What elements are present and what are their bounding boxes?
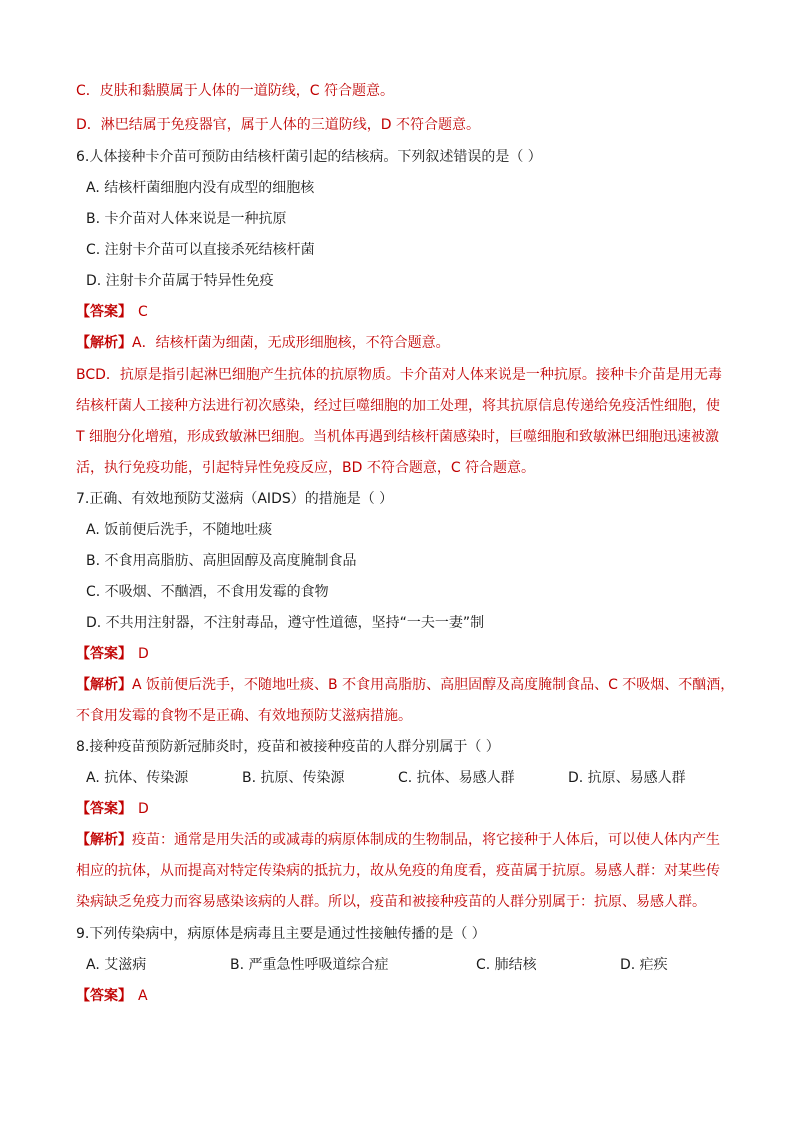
q8-options-row <box>86 769 726 787</box>
q7-analysis-line-1 <box>76 676 736 694</box>
q9-option-a: A. 艾滋病 <box>86 957 147 973</box>
q6-analysis-line-5: 活，执行免疫功能，引起特异性免疫反应，BD 不符合题意，C 符合题意。 <box>76 460 536 476</box>
q8-answer <box>76 800 736 818</box>
q9-option-c: C. 肺结核 <box>476 957 537 973</box>
answer-value: D <box>138 801 149 817</box>
q7-option-d: D. 不共用注射器，不注射毒品，遵守性道德，坚持“一夫一妻”制 <box>86 615 485 631</box>
q6-option-c: C. 注射卡介苗可以直接杀死结核杆菌 <box>86 242 315 258</box>
answer-value: A <box>138 988 148 1004</box>
analysis-tag: 【解析】 <box>76 832 132 848</box>
q6-option-a: A. 结核杆菌细胞内没有成型的细胞核 <box>86 180 315 196</box>
q7-answer <box>76 645 736 663</box>
answer-value: C <box>138 304 148 320</box>
q8-analysis-line-1 <box>76 831 736 849</box>
q6-option-d: D. 注射卡介苗属于特异性免疫 <box>86 273 274 289</box>
q6-option-b: B. 卡介苗对人体来说是一种抗原 <box>86 211 287 227</box>
q6-analysis-line-1 <box>76 334 736 352</box>
q8-option-b: B. 抗原、传染源 <box>242 770 345 786</box>
answer-tag: 【答案】 <box>76 988 132 1004</box>
q6-answer <box>76 303 736 321</box>
q9-option-d: D. 疟疾 <box>620 957 668 973</box>
q8-analysis-line-2: 相应的抗体，从而提高对特定传染病的抵抗力，故从免疫的角度看，疫苗属于抗原。易感人群：对某些传 <box>76 863 720 879</box>
analysis-text: A 饭前便后洗手，不随地吐痰、B 不食用高脂肪、高胆固醇及高度腌制食品、C 不吸烟、不酗酒， <box>132 677 735 693</box>
q8-option-a: A. 抗体、传染源 <box>86 770 189 786</box>
q9-answer <box>76 987 736 1005</box>
q7-option-c: C. 不吸烟、不酗酒，不食用发霉的食物 <box>86 584 329 600</box>
q6-analysis-line-3: 结核杆菌人工接种方法进行初次感染，经过巨噬细胞的加工处理，将其抗原信息传递给免疫活性细胞，使 <box>76 398 720 414</box>
explanation-line-d: D．淋巴结属于免疫器官，属于人体的三道防线，D 不符合题意。 <box>76 117 481 133</box>
analysis-text: A．结核杆菌为细菌，无成形细胞核，不符合题意。 <box>132 335 450 351</box>
q9-options-row <box>86 956 726 974</box>
q8-option-c: C. 抗体、易感人群 <box>398 770 515 786</box>
answer-tag: 【答案】 <box>76 646 132 662</box>
q7-analysis-line-2: 不食用发霉的食物不是正确、有效地预防艾滋病措施。 <box>76 708 412 724</box>
q6-stem: 6.人体接种卡介苗可预防由结核杆菌引起的结核病。下列叙述错误的是（ ） <box>76 149 542 165</box>
q6-analysis-line-4: T 细胞分化增殖，形成致敏淋巴细胞。当机体再遇到结核杆菌感染时，巨噬细胞和致敏淋巴细胞迅速被激 <box>76 429 719 445</box>
q8-option-d: D. 抗原、易感人群 <box>568 770 686 786</box>
answer-value: D <box>138 646 149 662</box>
analysis-text: 疫苗：通常是用失活的或减毒的病原体制成的生物制品，将它接种于人体后，可以使人体内产生 <box>132 832 720 848</box>
q9-option-b: B. 严重急性呼吸道综合症 <box>230 957 389 973</box>
q7-option-b: B. 不食用高脂肪、高胆固醇及高度腌制食品 <box>86 553 357 569</box>
q7-option-a: A. 饭前便后洗手，不随地吐痰 <box>86 522 273 538</box>
q7-stem: 7.正确、有效地预防艾滋病（AIDS）的措施是（ ） <box>76 491 394 507</box>
answer-tag: 【答案】 <box>76 801 132 817</box>
answer-tag: 【答案】 <box>76 304 132 320</box>
analysis-tag: 【解析】 <box>76 677 132 693</box>
q8-analysis-line-3: 染病缺乏免疫力而容易感染该病的人群。所以，疫苗和被接种疫苗的人群分别属于：抗原、易感人群。 <box>76 894 706 910</box>
q6-analysis-line-2: BCD．抗原是指引起淋巴细胞产生抗体的抗原物质。卡介苗对人体来说是一种抗原。接种卡介苗是用无毒 <box>76 367 722 383</box>
explanation-line-c: C．皮肤和黏膜属于人体的一道防线，C 符合题意。 <box>76 83 394 99</box>
q8-stem: 8.接种疫苗预防新冠肺炎时，疫苗和被接种疫苗的人群分别属于（ ） <box>76 739 500 755</box>
q9-stem: 9.下列传染病中，病原体是病毒且主要是通过性接触传播的是（ ） <box>76 926 486 942</box>
analysis-tag: 【解析】 <box>76 335 132 351</box>
